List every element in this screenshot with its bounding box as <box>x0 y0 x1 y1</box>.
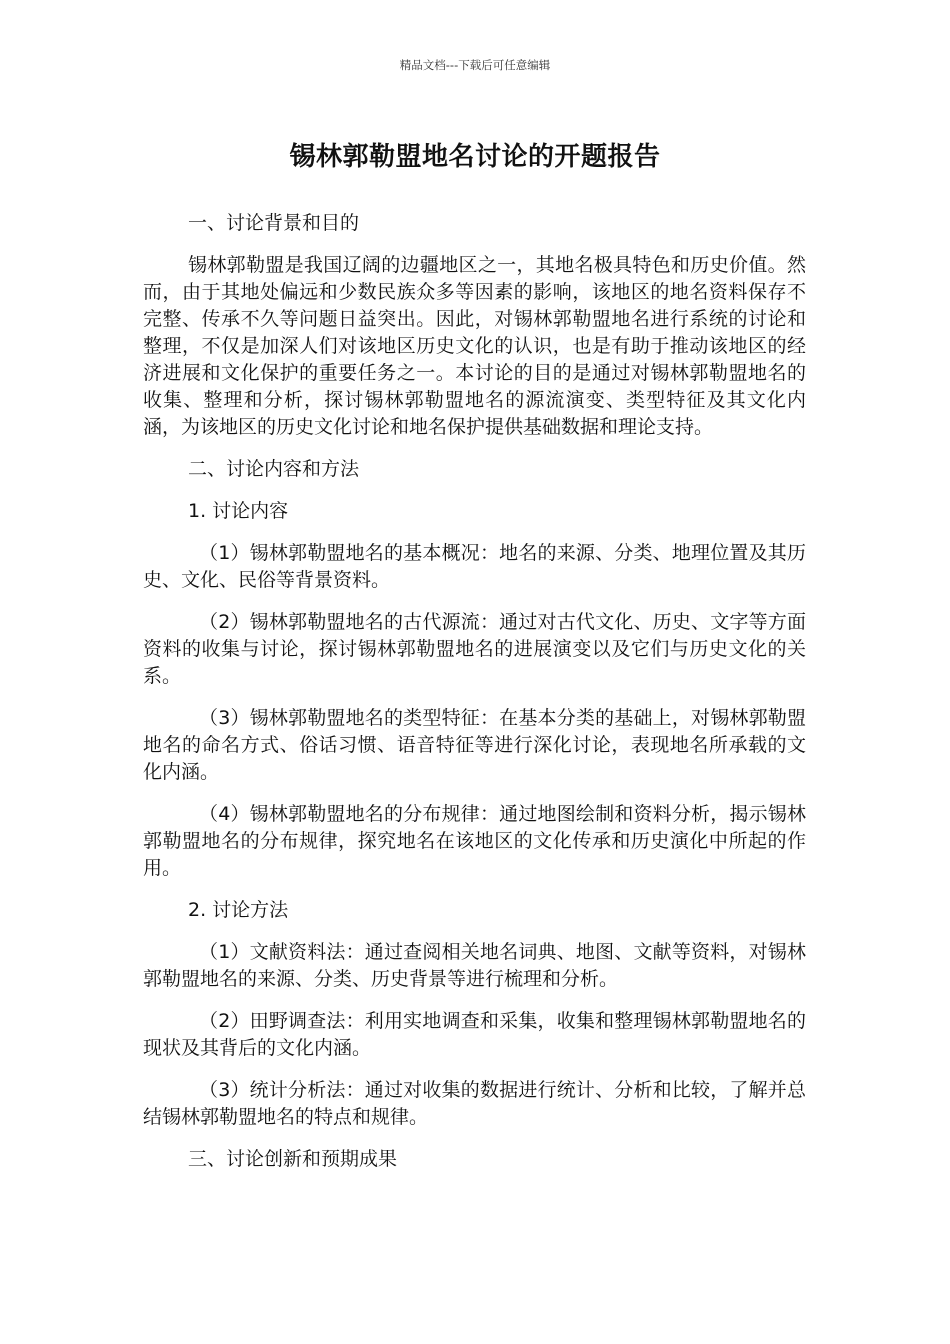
content-item-2: （2）锡林郭勒盟地名的古代源流：通过对古代文化、历史、文字等方面资料的收集与讨论，探讨锡林郭勒盟地名的进展演变以及它们与历史文化的关系。 <box>143 611 806 687</box>
content-item-1: （1）锡林郭勒盟地名的基本概况：地名的来源、分类、地理位置及其历史、文化、民俗等背景资料。 <box>143 542 806 591</box>
section-heading-content-methods: 二、讨论内容和方法 <box>188 458 360 480</box>
page-header: 精品文档---下载后可任意编辑 <box>399 58 551 72</box>
document-body <box>143 210 806 1188</box>
subheading-research-content: 1. 讨论内容 <box>188 500 289 522</box>
paragraph-background: 锡林郭勒盟是我国辽阔的边疆地区之一，其地名极具特色和历史价值。然而，由于其地处偏远和少数民族众多等因素的影响，该地区的地名资料保存不完整、传承不久等问题日益突出。因此，对锡林郭勒盟地名进行系统的讨论和整理，不仅是加深人们对该地区历史文化的认识，也是有助于推动该地区的经济进展和文化保护的重要任务之一。本讨论的目的是通过对锡林郭勒盟地名的收集、整理和分析，探讨锡林郭勒盟地名的源流演变、类型特征及其文化内涵，为该地区的历史文化讨论和地名保护提供基础数据和理论支持。 <box>143 254 806 438</box>
section-heading-innovation: 三、讨论创新和预期成果 <box>188 1148 398 1170</box>
method-item-2: （2）田野调查法：利用实地调查和采集，收集和整理锡林郭勒盟地名的现状及其背后的文化内涵。 <box>143 1010 806 1059</box>
content-item-4: （4）锡林郭勒盟地名的分布规律：通过地图绘制和资料分析，揭示锡林郭勒盟地名的分布规律，探究地名在该地区的文化传承和历史演化中所起的作用。 <box>143 803 806 879</box>
section-heading-background: 一、讨论背景和目的 <box>188 212 360 234</box>
method-item-3: （3）统计分析法：通过对收集的数据进行统计、分析和比较，了解并总结锡林郭勒盟地名的特点和规律。 <box>143 1079 806 1128</box>
document-title: 锡林郭勒盟地名讨论的开题报告 <box>289 142 661 172</box>
subheading-research-methods: 2. 讨论方法 <box>188 899 289 921</box>
method-item-1: （1）文献资料法：通过查阅相关地名词典、地图、文献等资料，对锡林郭勒盟地名的来源、分类、历史背景等进行梳理和分析。 <box>143 941 806 990</box>
content-item-3: （3）锡林郭勒盟地名的类型特征：在基本分类的基础上，对锡林郭勒盟地名的命名方式、俗话习惯、语音特征等进行深化讨论，表现地名所承载的文化内涵。 <box>143 707 806 783</box>
